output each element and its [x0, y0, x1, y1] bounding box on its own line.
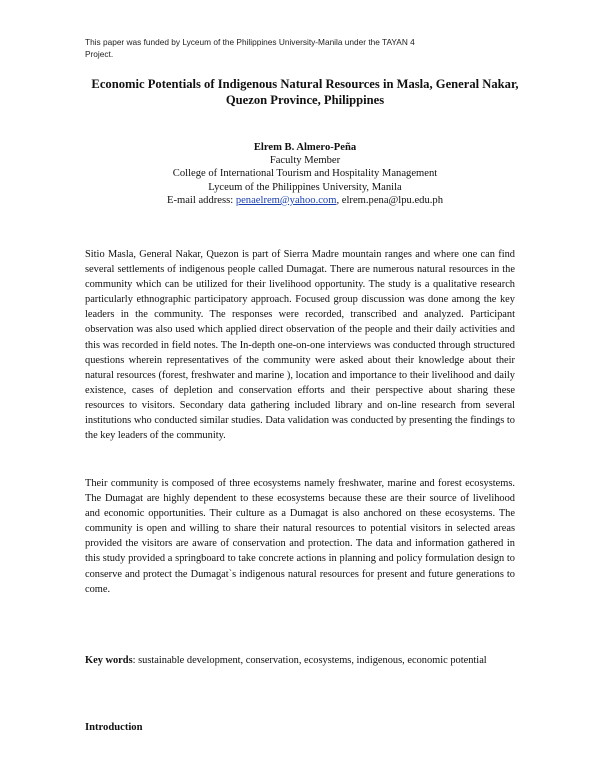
email-secondary: elrem.pena@lpu.edu.ph	[341, 194, 444, 206]
email-separator: ,	[336, 194, 342, 206]
paper-title: Economic Potentials of Indigenous Natural Resources in Masla, General Nakar, Quezon Province, Philippines	[91, 77, 519, 107]
keywords-label: Key words	[85, 655, 133, 666]
keywords	[85, 653, 515, 668]
author-college: College of International Tourism and Hospitality Management	[172, 168, 438, 180]
email-label: E-mail address:	[166, 194, 236, 206]
email-link[interactable]: penaelrem@yahoo.com	[235, 194, 337, 206]
author-university: Lyceum of the Philippines University, Manila	[208, 181, 402, 193]
author-email-line	[80, 194, 530, 207]
funding-note: This paper was funded by Lyceum of the Philippines University-Manila under the TAYAN 4 Project.	[85, 37, 415, 59]
author-block	[80, 141, 530, 207]
author-position: Faculty Member	[269, 155, 341, 167]
introduction-heading: Introduction	[85, 722, 143, 733]
abstract-paragraph-2: Their community is composed of three ecosystems namely freshwater, marine and forest ecosystems. The Dumagat are highly dependent to these ecosystems because these are their source of livelihood and economic opportunities. Their culture as a Dumagat is also anchored on these ecosystems. The community is open and willing to share their natural resources to potential visitors in selected areas provided the visitors are aware of conservation and protection. The data and information gathered in this study provided a springboard to take concrete actions in planning and policy formulation design to conserve and protect the Dumagat`s indigenous natural resources for present and future generations to come.	[85, 478, 515, 595]
abstract-paragraph-1: Sitio Masla, General Nakar, Quezon is part of Sierra Madre mountain ranges and where one can find several settlements of indigenous people called Dumagat. There are numerous natural resources in the community which can be utilized for their livelihood opportunity. The study is a qualitative research particularly ethnographic participatory approach. Focused group discussion was done among the key leaders in the community. The responses were recorded, transcribed and analyzed. Participant observation was also used which applied direct observation of the people and their daily activities and this was recorded in field notes. The In-depth one-on-one interviews was conducted through structured questions wherein representatives of the community were asked about their knowledge about their natural resources (forest, freshwater and marine ), location and importance to their livelihood and daily existence, cases of depletion and conservation efforts and their perspective about sharing these resources to visitors. Secondary data gathering included library and on-line research from several institutions who conducted similar studies. Data validation was conducted by presenting the findings to the key leaders of the community.	[85, 249, 515, 442]
author-name: Elrem B. Almero-Peña	[253, 142, 357, 153]
keywords-text: : sustainable development, conservation, ecosystems, indigenous, economic potential	[132, 655, 487, 666]
